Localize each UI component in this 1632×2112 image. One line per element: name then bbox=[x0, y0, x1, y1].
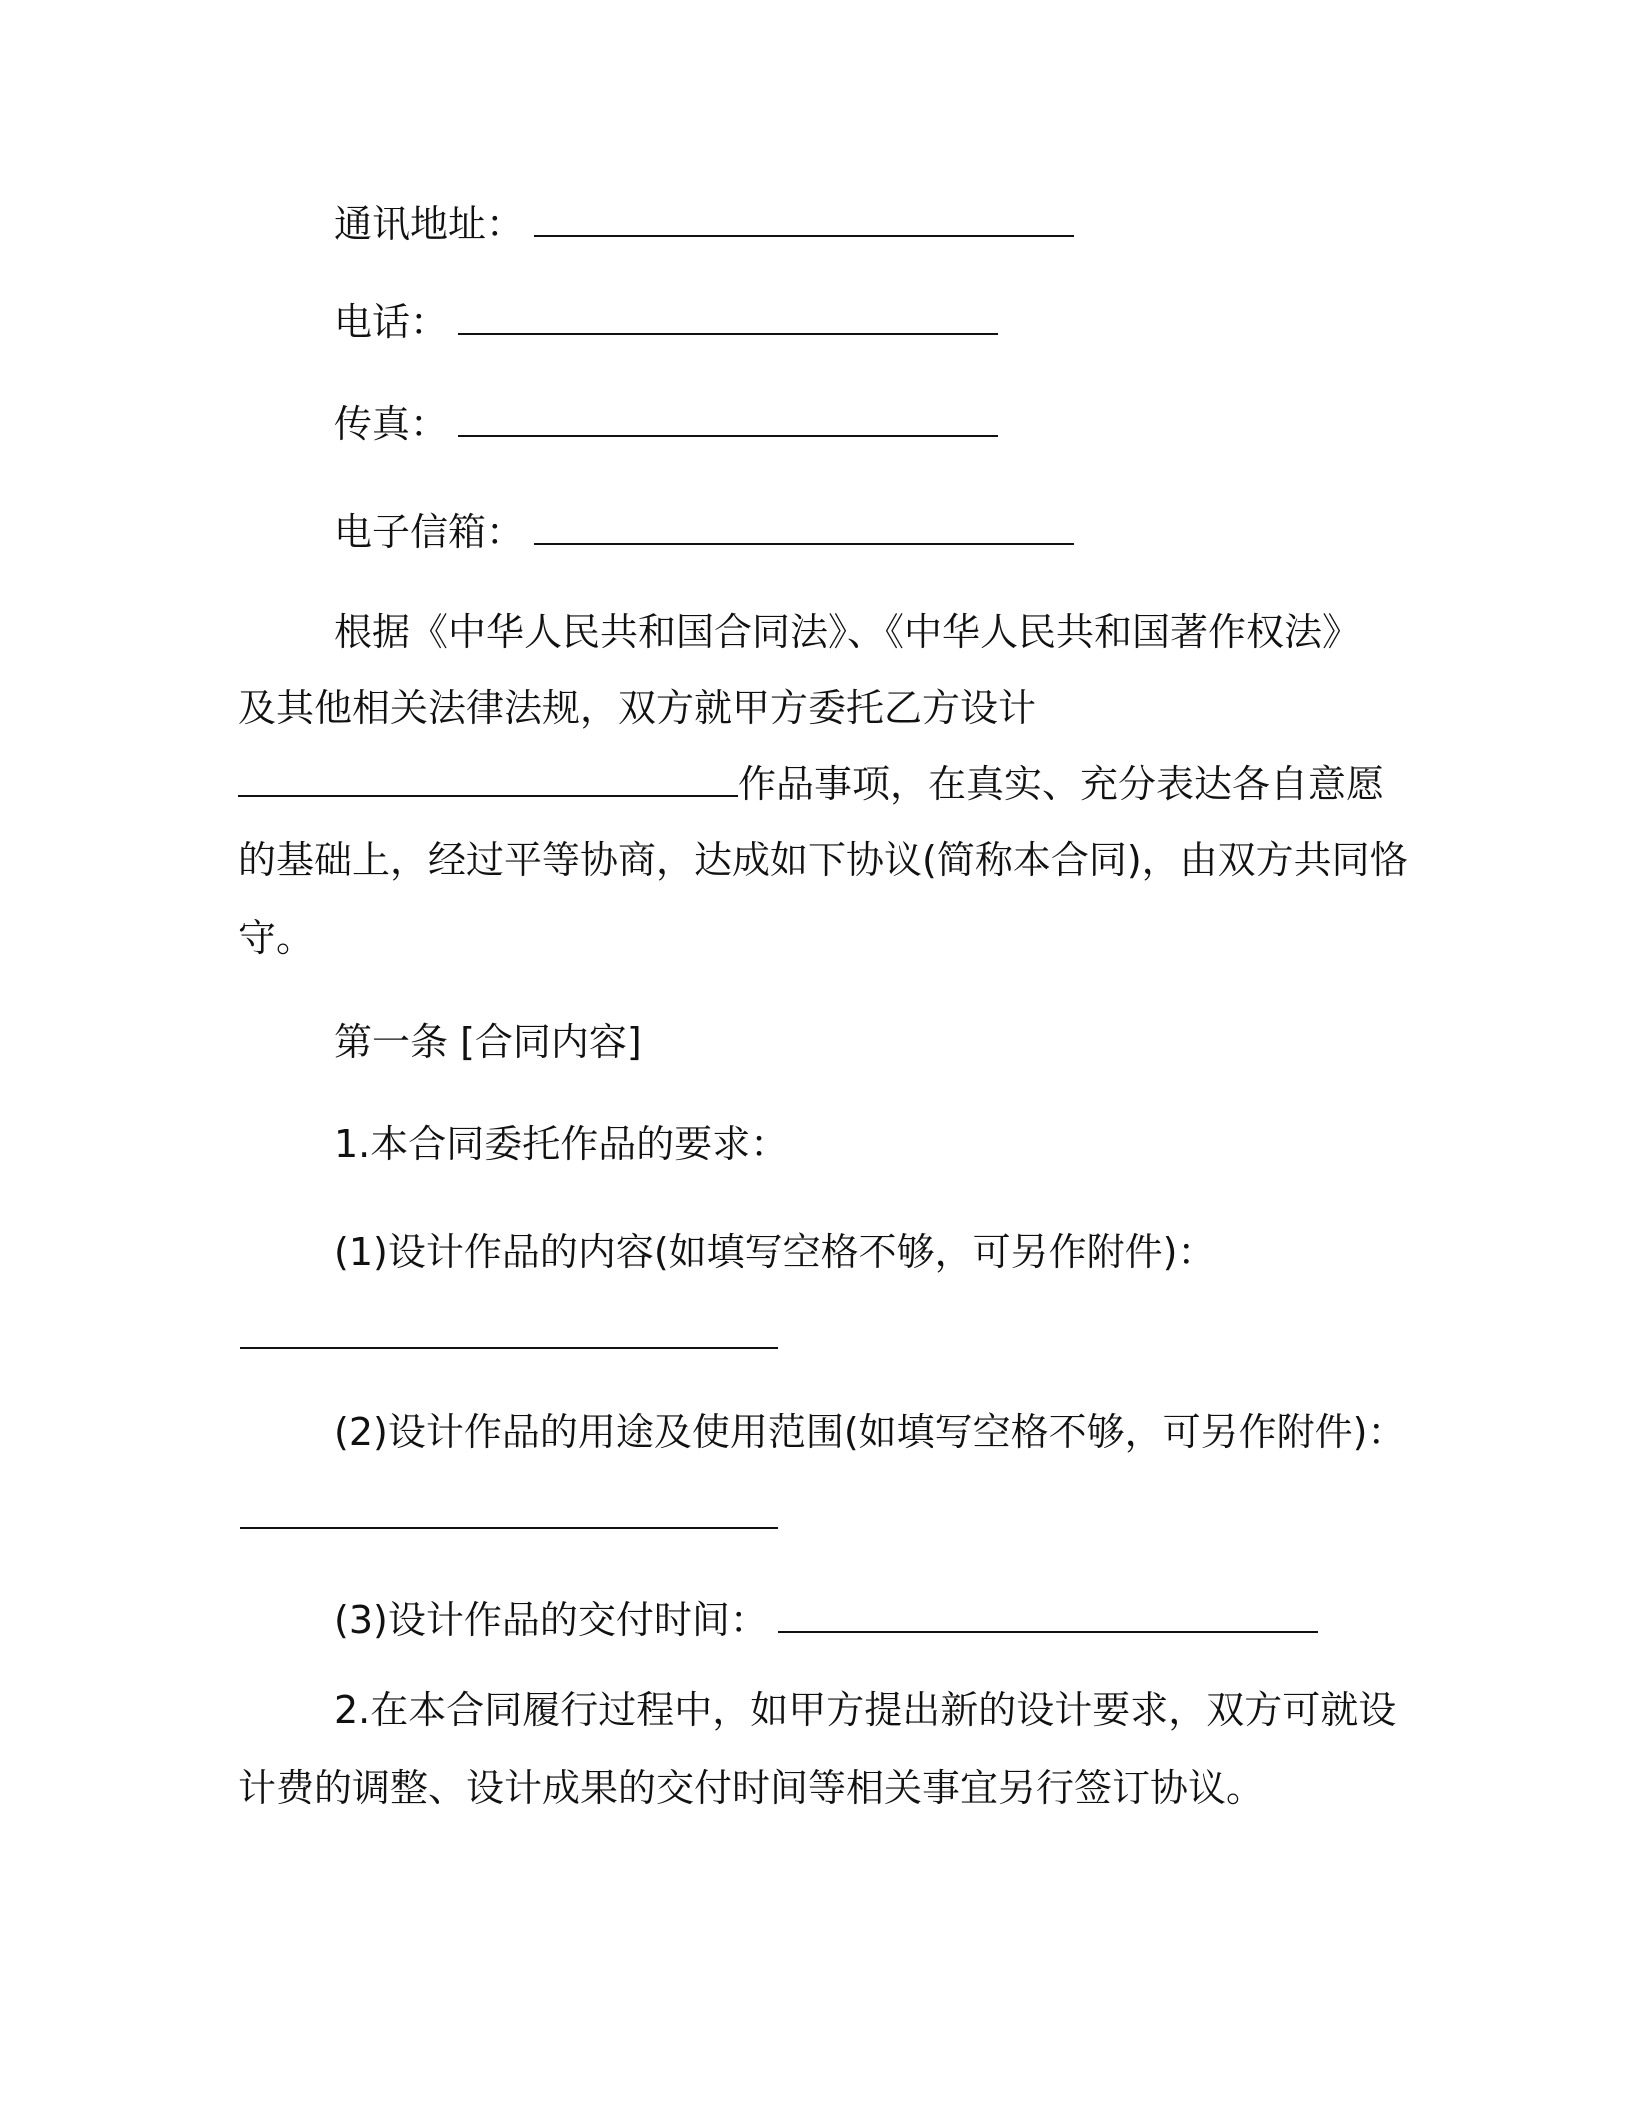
article-1-sub-2: (2)设计作品的用途及使用范围(如填写空格不够，可另作附件)： bbox=[334, 1410, 1406, 1454]
address-field[interactable] bbox=[534, 203, 1074, 237]
fax-field[interactable] bbox=[458, 403, 998, 437]
usage-field[interactable] bbox=[240, 1495, 778, 1529]
article-1-item-2-line-1: 2.在本合同履行过程中，如甲方提出新的设计要求，双方可就设 bbox=[334, 1688, 1397, 1732]
preamble-line-4: 的基础上，经过平等协商，达成如下协议(简称本合同)，由双方共同恪 bbox=[238, 838, 1408, 882]
email-row bbox=[334, 506, 1398, 558]
phone-label: 电话： bbox=[334, 300, 449, 344]
preamble-line-3 bbox=[238, 758, 1398, 810]
delivery-time-label: (3)设计作品的交付时间： bbox=[334, 1598, 768, 1642]
article-1-item-2-line-2: 计费的调整、设计成果的交付时间等相关事宜另行签订协议。 bbox=[238, 1766, 1265, 1810]
email-label: 电子信箱： bbox=[334, 510, 525, 554]
preamble-line-2: 及其他相关法律法规，双方就甲方委托乙方设计 bbox=[238, 686, 1037, 730]
phone-row bbox=[334, 296, 1398, 348]
preamble-line-1: 根据《中华人民共和国合同法》、《中华人民共和国著作权法》 bbox=[334, 610, 1361, 654]
phone-field[interactable] bbox=[458, 301, 998, 335]
email-field[interactable] bbox=[534, 511, 1074, 545]
address-row bbox=[334, 198, 1398, 250]
article-1-item-1: 1.本合同委托作品的要求： bbox=[334, 1122, 789, 1166]
preamble-line-3-text: 作品事项，在真实、充分表达各自意愿 bbox=[738, 762, 1385, 806]
article-1-sub-1: (1)设计作品的内容(如填写空格不够，可另作附件)： bbox=[334, 1230, 1216, 1274]
delivery-time-field[interactable] bbox=[778, 1599, 1318, 1633]
address-label: 通讯地址： bbox=[334, 202, 525, 246]
fax-label: 传真： bbox=[334, 402, 449, 446]
content-field[interactable] bbox=[240, 1315, 778, 1349]
usage-blank-row bbox=[238, 1490, 1398, 1542]
preamble-line-5: 守。 bbox=[238, 916, 315, 960]
fax-row bbox=[334, 398, 1398, 450]
article-1-heading: 第一条 [合同内容] bbox=[334, 1020, 642, 1064]
work-name-field[interactable] bbox=[238, 763, 738, 797]
article-1-sub-3 bbox=[334, 1594, 1398, 1646]
content-blank-row bbox=[238, 1310, 1398, 1362]
